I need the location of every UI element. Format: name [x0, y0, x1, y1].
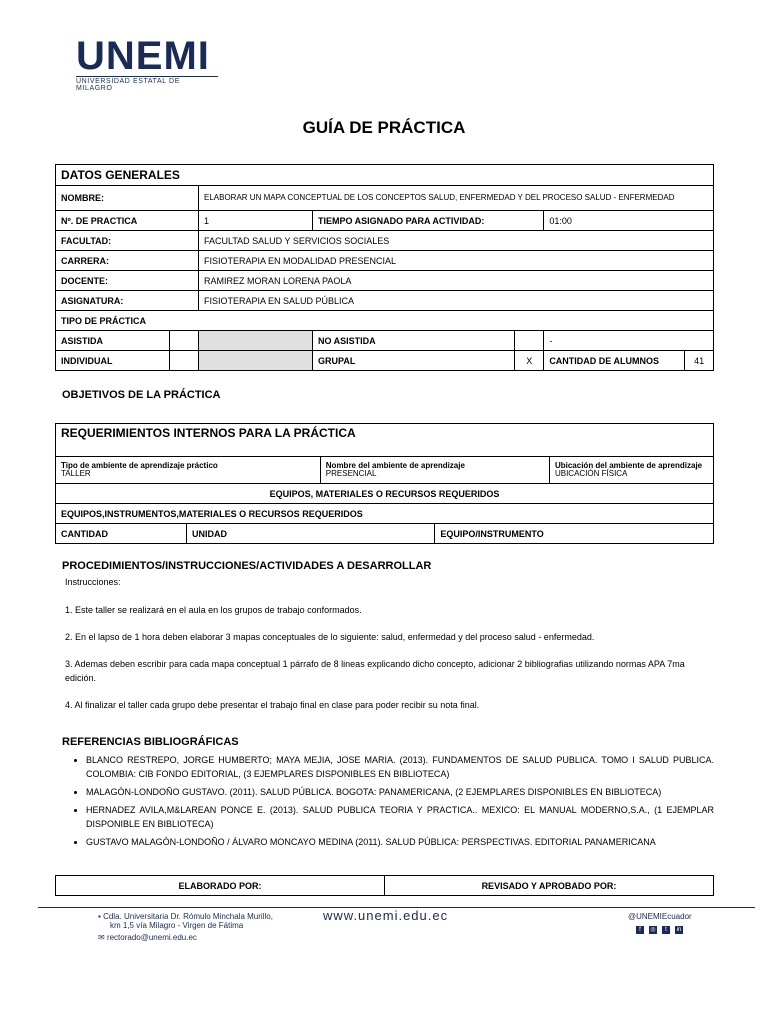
- linkedin-icon[interactable]: in: [676, 927, 682, 933]
- instrucciones-intro: Instrucciones:: [65, 577, 121, 587]
- tipo-ambiente-label: Tipo de ambiente de aprendizaje práctico: [61, 461, 218, 470]
- facultad-value: FACULTAD SALUD Y SERVICIOS SOCIALES: [199, 231, 714, 251]
- twitter-icon[interactable]: t: [662, 926, 670, 934]
- footer-website[interactable]: www.unemi.edu.ec: [323, 908, 449, 923]
- tiempo-value: 01:00: [544, 211, 714, 231]
- address-line-2: km 1,5 vía Milagro - Virgen de Fátima: [110, 921, 244, 930]
- footer-email: rectorado@unemi.edu.ec: [106, 933, 197, 942]
- nombre-ambiente-value: PRESENCIAL: [325, 469, 377, 478]
- practica-value: 1: [199, 211, 313, 231]
- asignatura-label: ASIGNATURA:: [56, 291, 199, 311]
- social-handle: @UNEMIEcuador: [628, 912, 692, 921]
- unemi-logo: [76, 34, 218, 92]
- ubicacion-cell: [549, 457, 713, 484]
- objetivos-title: OBJETIVOS DE LA PRÁCTICA: [62, 389, 221, 401]
- instruccion-1: 1. Este taller se realizará en el aula en los grupos de trabajo conformados.: [65, 605, 362, 615]
- equipo-header: EQUIPO/INSTRUMENTO: [435, 524, 714, 544]
- tiempo-label: TIEMPO ASIGNADO PARA ACTIVIDAD:: [313, 211, 544, 231]
- equipos-header: EQUIPOS, MATERIALES O RECURSOS REQUERIDOS: [56, 484, 714, 504]
- practica-label: Nº. DE PRACTICA: [56, 211, 199, 231]
- firmas-table: [55, 875, 714, 896]
- asistida-checkbox: [170, 331, 199, 351]
- logo-subtitle: UNIVERSIDAD ESTATAL DE MILAGRO: [76, 76, 218, 92]
- ubicacion-value: UBICACIÓN FÍSICA: [554, 469, 628, 478]
- instruccion-4: 4. Al finalizar el taller cada grupo debe presentar el trabajo final en clase para poder recibir su nota final.: [65, 700, 480, 710]
- requerimientos-title: REQUERIMIENTOS INTERNOS PARA LA PRÁCTICA: [56, 424, 714, 457]
- referencia-item: • GUSTAVO MALAGÓN-LONDOÑO / ÁLVARO MONCAYO MEDINA (2011). SALUD PÚBLICA: PERSPECTIVAS. EDITORIAL PANAMERICANA: [86, 835, 714, 849]
- address-line-1: Cdla. Universitaria Dr. Rómulo Minchala Murillo,: [103, 912, 273, 921]
- nombre-label: NOMBRE:: [56, 186, 199, 211]
- email-icon: ✉: [98, 933, 105, 942]
- instagram-icon[interactable]: ◎: [650, 927, 656, 933]
- logo-wordmark: UNEMI: [76, 34, 210, 78]
- datos-title: DATOS GENERALES: [56, 165, 714, 186]
- revisado-por: REVISADO Y APROBADO POR:: [385, 876, 714, 896]
- individual-checkbox: [170, 351, 199, 371]
- tipo-ambiente-value: TALLER: [61, 469, 91, 478]
- docente-value: RAMIREZ MORAN LORENA PAOLA: [199, 271, 714, 291]
- referencias-list: [62, 753, 714, 853]
- equipos-sub: EQUIPOS,INSTRUMENTOS,MATERIALES O RECURSOS REQUERIDOS: [56, 504, 714, 524]
- facultad-label: FACULTAD:: [56, 231, 199, 251]
- alumnos-label: CANTIDAD DE ALUMNOS: [544, 351, 685, 371]
- alumnos-value: 41: [685, 351, 714, 371]
- nombre-value: ELABORAR UN MAPA CONCEPTUAL DE LOS CONCEPTOS SALUD, ENFERMEDAD Y DEL PROCESO SALUD - ENFERMEDAD: [199, 186, 714, 211]
- referencia-item: • BLANCO RESTREPO, JORGE HUMBERTO; MAYA MEJIA, JOSE MARIA. (2013). FUNDAMENTOS DE SALUD PUBLICA. TOMO I SALUD PUBLICA. COLOMBIA: CIB FONDO EDITORIAL, (3 EJEMPLARES DISPONIBLES EN BIBLIOTECA): [86, 753, 714, 781]
- tipo-ambiente-cell: [56, 457, 321, 484]
- referencia-item: • MALAGÓN-LONDOÑO GUSTAVO. (2011). SALUD PÚBLICA. BOGOTA: PANAMERICANA, (2 EJEMPLARES DISPONIBLES EN BIBLIOTECA): [86, 785, 714, 799]
- datos-generales-table: [55, 164, 714, 371]
- elaborado-por: ELABORADO POR:: [56, 876, 385, 896]
- location-icon: ▪: [98, 912, 101, 921]
- individual-label: INDIVIDUAL: [56, 351, 170, 371]
- ubicacion-label: Ubicación del ambiente de aprendizaje: [554, 461, 703, 470]
- individual-shaded: [199, 351, 313, 371]
- requerimientos-table: [55, 423, 714, 544]
- grupal-mark: X: [515, 351, 544, 371]
- grupal-label: GRUPAL: [313, 351, 515, 371]
- instruccion-2: 2. En el lapso de 1 hora deben elaborar 3 mapas conceptuales de lo siguiente: salud, enfermedad y del proceso salud - enfermedad.: [65, 632, 595, 642]
- tipo-practica-label: TIPO DE PRÁCTICA: [56, 311, 714, 331]
- instruccion-3: 3. Ademas deben escribir para cada mapa conceptual 1 párrafo de 8 lineas explicando dicho concepto, adicionar 2 bibliografias utilizando normas APA 7ma edición.: [65, 659, 685, 683]
- footer-social: [628, 912, 692, 934]
- nombre-ambiente-cell: [320, 457, 549, 484]
- cantidad-header: CANTIDAD: [56, 524, 187, 544]
- referencias-title: REFERENCIAS BIBLIOGRÁFICAS: [62, 736, 239, 748]
- carrera-value: FISIOTERAPIA EN MODALIDAD PRESENCIAL: [199, 251, 714, 271]
- facebook-icon[interactable]: f: [636, 926, 644, 934]
- no-asistida-value: -: [544, 331, 714, 351]
- referencia-item: • HERNADEZ AVILA,M&LAREAN PONCE E. (2013). SALUD PUBLICA TEORIA Y PRACTICA.. MEXICO: EL MANUAL MODERNO,S.A., (1 EJEMPLAR DISPONIBLE EN BIBLIOTECA): [86, 803, 714, 831]
- carrera-label: CARRERA:: [56, 251, 199, 271]
- page-title: GUÍA DE PRÁCTICA: [302, 118, 466, 137]
- docente-label: DOCENTE:: [56, 271, 199, 291]
- unidad-header: UNIDAD: [187, 524, 435, 544]
- footer-address: [98, 912, 273, 942]
- asistida-label: ASISTIDA: [56, 331, 170, 351]
- asignatura-value: FISIOTERAPIA EN SALUD PÚBLICA: [199, 291, 714, 311]
- no-asistida-checkbox: [515, 331, 544, 351]
- asistida-shaded: [199, 331, 313, 351]
- procedimientos-title: PROCEDIMIENTOS/INSTRUCCIONES/ACTIVIDADES A DESARROLLAR: [62, 560, 432, 572]
- nombre-ambiente-label: Nombre del ambiente de aprendizaje: [325, 461, 465, 470]
- no-asistida-label: NO ASISTIDA: [313, 331, 515, 351]
